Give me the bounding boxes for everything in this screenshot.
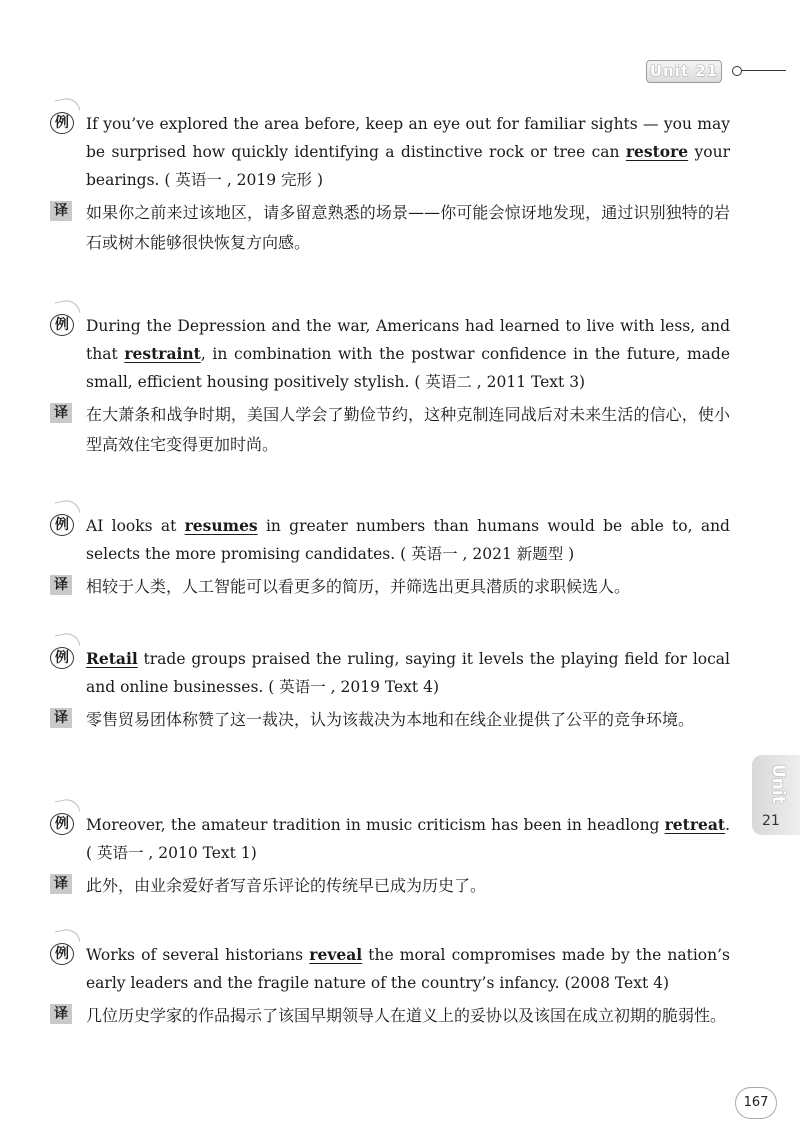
example-entry [50,811,730,901]
translation-row [50,198,730,258]
example-icon: 例 [50,112,74,134]
example-text-after: , in combination with the postwar confidence in the future, made small, efficient housing positively stylish. ( 英语二 , 2011 Text 3) [86,345,730,391]
example-icon: 例 [50,647,74,669]
example-entry [50,110,730,258]
example-icon: 例 [50,314,74,336]
example-icon: 例 [50,514,74,536]
translation-text: 此外，由业余爱好者写音乐评论的传统早已成为历史了。 [86,876,487,895]
page-number: 167 [735,1087,777,1119]
side-tab-number: 21 [762,813,780,829]
translation-row [50,1001,730,1031]
example-text-before: During the Depression and the war, Americans had learned to live with less, and that [86,317,730,363]
unit-side-tab [752,755,800,835]
unit-badge: Unit 21 [646,60,722,83]
translation-text: 在大萧条和战争时期，美国人学会了勤俭节约，这种克制连同战后对未来生活的信心，使小型高效住宅变得更加时尚。 [86,405,730,454]
example-sentence [86,110,730,194]
example-text-before: AI looks at [86,517,185,535]
example-sentence-row [50,941,730,997]
example-sentence-row [50,312,730,396]
translation-icon: 译 [50,403,72,423]
example-sentence [86,645,730,701]
example-text-after: your bearings. ( 英语一 , 2019 完形 ) [86,143,730,189]
translation-icon: 译 [50,575,72,595]
example-entry [50,645,730,735]
keyword: restraint [124,344,201,363]
keyword: retreat [664,815,726,834]
keyword: reveal [309,945,363,964]
example-sentence-row [50,110,730,194]
example-text-after: the moral compromises made by the nation’s early leaders and the fragile nature of the country’s infancy. (2008 Text 4) [86,946,730,992]
example-text-after: trade groups praised the ruling, saying it levels the playing field for local and online businesses. ( 英语一 , 2019 Text 4) [86,650,730,696]
keyword: restore [625,142,689,161]
example-sentence-row [50,645,730,701]
example-text-before: Works of several historians [86,946,310,964]
translation-icon: 译 [50,874,72,894]
example-sentence [86,312,730,396]
example-sentence [86,941,730,997]
translation-text: 零售贸易团体称赞了这一裁决，认为该裁决为本地和在线企业提供了公平的竞争环境。 [86,710,695,729]
example-entry [50,512,730,602]
example-sentence [86,512,730,568]
translation-row [50,400,730,460]
unit-header [646,60,786,82]
translation-text: 相较于人类，人工智能可以看更多的简历，并筛选出更具潜质的求职候选人。 [86,577,631,596]
example-sentence [86,811,730,867]
translation-icon: 译 [50,201,72,221]
translation-text: 如果你之前来过该地区，请多留意熟悉的场景——你可能会惊讶地发现，通过识别独特的岩石或树木能够很快恢复方向感。 [86,203,730,252]
example-icon: 例 [50,813,74,835]
translation-icon: 译 [50,1004,72,1024]
example-text-after: in greater numbers than humans would be able to, and selects the more promising candidates. ( 英语一 , 2021 新题型 ) [86,517,730,563]
header-rule [742,70,786,71]
translation-row [50,871,730,901]
translation-row [50,705,730,735]
example-entry [50,312,730,460]
example-sentence-row [50,512,730,568]
example-text-after: . ( 英语一 , 2010 Text 1) [86,816,730,862]
example-icon: 例 [50,943,74,965]
example-text-before: Moreover, the amateur tradition in music criticism has been in headlong [86,816,665,834]
keyword: resumes [184,516,258,535]
keyword: Retail [86,649,138,668]
example-text-before: If you’ve explored the area before, keep an eye out for familiar sights — you may be surprised how quickly identifying a distinctive rock or tree can [86,115,730,161]
example-entry [50,941,730,1031]
side-tab-label: Unit [768,764,788,804]
example-sentence-row [50,811,730,867]
translation-text: 几位历史学家的作品揭示了该国早期领导人在道义上的妥协以及该国在成立初期的脆弱性。 [86,1006,727,1025]
translation-icon: 译 [50,708,72,728]
header-rule-dot [732,66,742,76]
translation-row [50,572,730,602]
